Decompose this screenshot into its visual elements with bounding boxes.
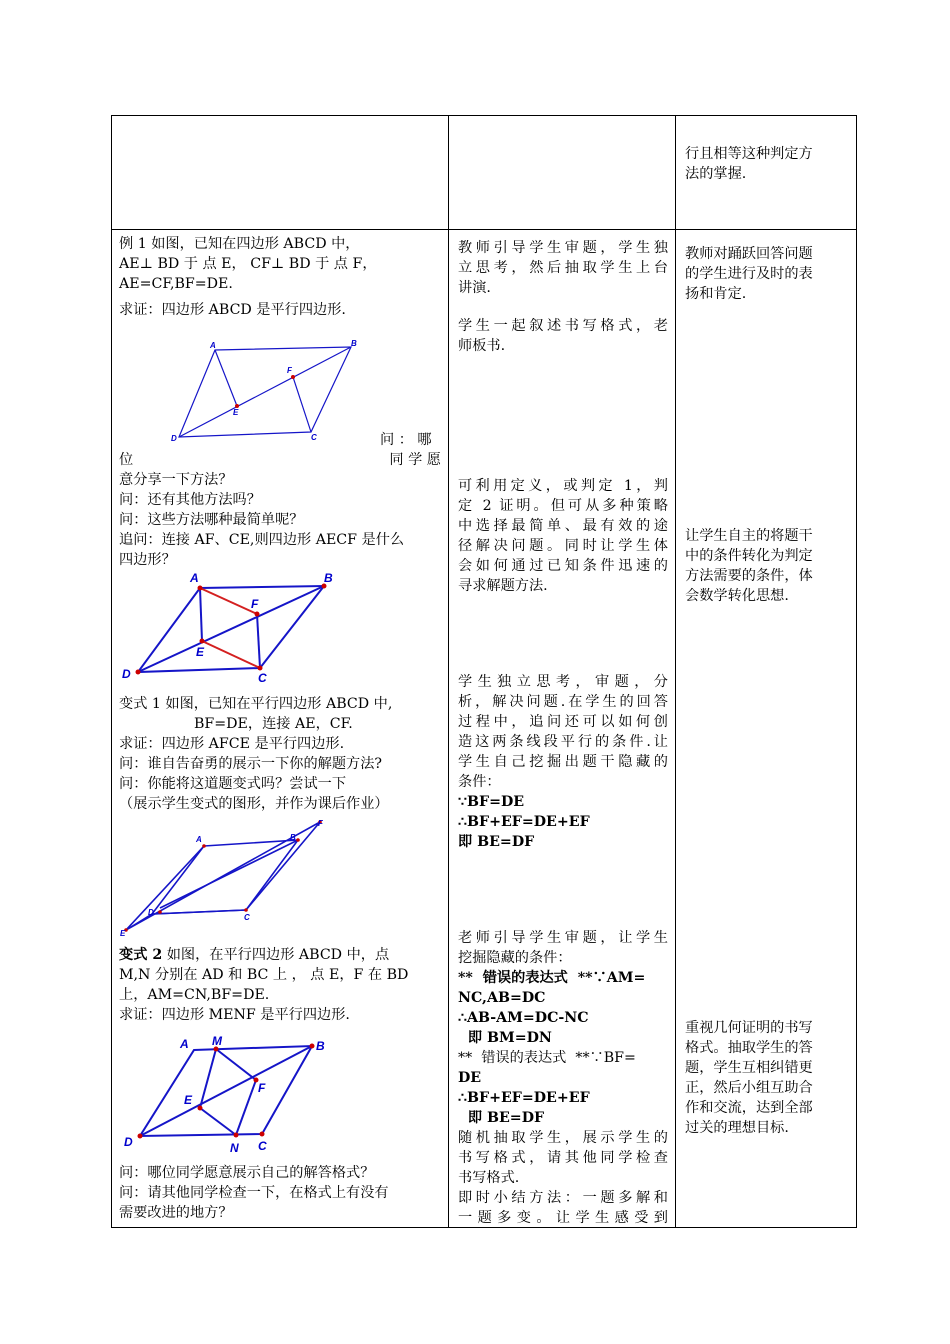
- col2-block-2: [458, 316, 668, 356]
- text-line: 老师引导学生审题，让学生: [458, 930, 668, 946]
- question-line: （展示学生变式的图形，并作为课后作业）: [119, 796, 389, 812]
- figure4-label-b: B: [316, 1039, 325, 1053]
- variant1-line: BF=DE，连接 AE，CF.: [194, 716, 353, 732]
- figure3-point-d: [158, 910, 162, 914]
- figure4-label-a: A: [180, 1037, 189, 1051]
- variant2-title: [119, 945, 441, 965]
- figure3-point-a: [202, 844, 206, 848]
- proof-line: ∵BF=DE: [458, 794, 525, 810]
- figure3-label-e: E: [120, 929, 126, 938]
- figure-4-parallelogram: [118, 1030, 338, 1156]
- column-divider-1: [448, 115, 449, 1228]
- text-line: 教师引导学生审题，学生独: [458, 240, 668, 256]
- text-line: 造这两条线段平行的条件.让: [458, 734, 668, 750]
- figure4-point-e: [198, 1106, 203, 1111]
- col2-block-3: [458, 476, 668, 596]
- figure4-segment-mf: [216, 1049, 256, 1080]
- question-part-right: [380, 430, 432, 450]
- example1-questions: [119, 450, 441, 570]
- proof-line: 即 BM=DN: [458, 1030, 552, 1046]
- figure2-segment-ec: [202, 641, 260, 668]
- text-line: 可利用定义，或判定 1，判: [458, 478, 668, 494]
- proof-line: ** 错误的表达式 **∵BF=: [458, 1050, 636, 1066]
- text-line: 过程中，追问还可以如何创: [458, 714, 668, 730]
- text-line: 析，解决问题.在学生的回答: [458, 694, 668, 710]
- text-line: 条件：: [458, 774, 501, 790]
- text-line: 会数学转化思想.: [685, 588, 789, 604]
- text-line: 挖掘隐藏的条件：: [458, 950, 572, 966]
- example1-text: [119, 234, 441, 320]
- question-split-line: [119, 450, 441, 470]
- question-line: 四边形？: [119, 552, 176, 568]
- text-line: 讲演.: [458, 280, 491, 296]
- figure2-label-d: D: [122, 667, 131, 681]
- text-line: 的学生进行及时的表: [685, 266, 813, 282]
- text-line: 法的掌握.: [685, 166, 747, 182]
- figure3-label-a: A: [196, 835, 202, 844]
- question-line: 需要改进的地方？: [119, 1205, 233, 1221]
- proof-line: 即 BE=DF: [458, 834, 535, 850]
- figure3-point-c: [244, 908, 248, 912]
- text-line: 题，学生互相纠错更: [685, 1060, 813, 1076]
- figure2-point-e: [200, 639, 205, 644]
- figure2-segment-af: [200, 588, 257, 614]
- figure1-segment-ae: [215, 350, 237, 406]
- figure4-label-e: E: [184, 1093, 193, 1107]
- text-line: 定 2 证明。但可从多种策略: [458, 498, 668, 514]
- text-line: 方法需要的条件，体: [685, 568, 813, 584]
- figure2-point-f: [255, 612, 260, 617]
- text-line: 书写格式.: [458, 1170, 520, 1186]
- figure-2-parallelogram: [118, 568, 348, 686]
- variant1-title: 变式 1 如图，已知在平行四边形 ABCD 中,: [119, 696, 393, 712]
- table-border-right: [856, 115, 857, 1228]
- example1-line: AE=CF,BF=DE.: [119, 276, 233, 292]
- variant1-text: [119, 694, 441, 814]
- figure-1-parallelogram: [165, 336, 365, 448]
- figure1-segment-cf: [293, 377, 311, 432]
- row-divider: [111, 229, 857, 230]
- text-line: 学生独立思考，审题，分: [458, 674, 668, 690]
- text-line: 一题多变。让学生感受到: [458, 1210, 668, 1226]
- figure4-point-n: [234, 1133, 239, 1138]
- figure3-label-b: B: [290, 833, 296, 842]
- text-line: 径解决问题。同时让学生体: [458, 538, 668, 554]
- example1-line: AE⊥ BD 于 点 E， CF⊥ BD 于 点 F，: [119, 256, 377, 272]
- variant1-prove: 求证：四边形 AFCE 是平行四边形.: [119, 736, 345, 752]
- figure4-segment-me: [200, 1049, 216, 1108]
- text-line: 问 ： 哪: [380, 432, 432, 448]
- example1-title: 例 1 如图，已知在四边形 ABCD 中，: [119, 236, 360, 252]
- text-line: 立思考，然后抽取学生上台: [458, 260, 668, 276]
- text-line: 作和交流，达到全部: [685, 1100, 813, 1116]
- variant2-prove: 求证：四边形 MENF 是平行四边形.: [119, 1007, 350, 1023]
- col3-block-2: [685, 526, 845, 606]
- figure-3-parallelogram: [116, 816, 336, 938]
- col2-block-4: [458, 672, 668, 852]
- figure2-label-e: E: [196, 645, 205, 659]
- figure1-diagonal: [179, 347, 351, 437]
- figure2-label-b: B: [324, 571, 333, 585]
- figure4-segment-en: [200, 1108, 236, 1135]
- question-line: 问：还有其他方法吗？: [119, 492, 261, 508]
- variant2-questions: [119, 1163, 441, 1223]
- proof-line: 即 BE=DF: [458, 1110, 545, 1126]
- column-divider-2: [675, 115, 676, 1228]
- figure1-label-b: B: [351, 339, 357, 348]
- col2-block-5: [458, 928, 668, 1228]
- figure3-segment-ae: [126, 846, 204, 930]
- figure3-label-c: C: [244, 913, 250, 922]
- figure3-point-b: [296, 838, 300, 842]
- figure4-label-f: F: [258, 1081, 266, 1095]
- figure4-label-n: N: [230, 1141, 239, 1155]
- table-border-top: [111, 115, 857, 116]
- figure1-label-e: E: [233, 408, 239, 417]
- text-line: 过关的理想目标.: [685, 1120, 789, 1136]
- figure4-point-c: [260, 1132, 265, 1137]
- question-line: 问：你能将这道题变式吗？尝试一下: [119, 776, 347, 792]
- table-border-left: [111, 115, 112, 1228]
- question-line: 追问：连接 AF、CE,则四边形 AECF 是什么: [119, 532, 405, 548]
- variant2-line: 上，AM=CN,BF=DE.: [119, 987, 270, 1003]
- col2-block-1: [458, 238, 668, 298]
- text-line: 让学生自主的将题干: [685, 528, 813, 544]
- figure3-label-d: D: [148, 908, 154, 917]
- figure3-label-f: F: [318, 819, 323, 828]
- text-fragment: 同 学 愿: [389, 452, 441, 468]
- figure2-point-a: [198, 586, 203, 591]
- text-line: 正，然后小组互助合: [685, 1080, 813, 1096]
- text-line: 扬和肯定.: [685, 286, 747, 302]
- proof-line: NC,AB=DC: [458, 990, 546, 1006]
- figure1-label-a: A: [210, 341, 216, 350]
- figure2-diagonal: [138, 586, 324, 672]
- col3-block-1: [685, 244, 845, 304]
- text-line: 即时小结方法：一题多解和: [458, 1190, 668, 1206]
- question-line: 问：谁自告奋勇的展示一下你的解题方法?: [119, 756, 382, 772]
- figure1-point-f: [291, 375, 295, 379]
- figure2-label-f: F: [251, 597, 259, 611]
- question-line: 问：哪位同学愿意展示自己的解答格式？: [119, 1165, 375, 1181]
- text-line: 行且相等这种判定方: [685, 146, 813, 162]
- proof-line: ∴AB-AM=DC-NC: [458, 1010, 589, 1026]
- question-line: 问：这些方法哪种最简单呢？: [119, 512, 304, 528]
- row1-col3-text: [685, 144, 850, 184]
- proof-line: ∴BF+EF=DE+EF: [458, 1090, 590, 1106]
- text-line: 中的条件转化为判定: [685, 548, 813, 564]
- figure4-segment-fn: [236, 1080, 256, 1135]
- example1-prove: 求证：四边形 ABCD 是平行四边形.: [119, 302, 346, 318]
- text-line: 寻求解题方法.: [458, 578, 548, 594]
- figure4-label-m: M: [212, 1034, 222, 1048]
- figure2-segment-cf: [257, 614, 260, 668]
- text-line: 中选择最简单、最有效的途: [458, 518, 668, 534]
- text-line: 随机抽取学生，展示学生的: [458, 1130, 668, 1146]
- text-line: 学生自己挖掘出题干隐藏的: [458, 754, 668, 770]
- proof-line: ∴BF+EF=DE+EF: [458, 814, 590, 830]
- figure2-label-a: A: [190, 571, 199, 585]
- variant2-text: [119, 945, 441, 1025]
- col3-block-3: [685, 1018, 845, 1138]
- text-line: 书写格式，请其他同学检查: [458, 1150, 668, 1166]
- figure1-label-c: C: [311, 433, 317, 442]
- figure4-label-d: D: [124, 1135, 133, 1149]
- text-line: 教师对踊跃回答问题: [685, 246, 813, 262]
- text-fragment: 位: [119, 452, 134, 468]
- figure4-point-d: [138, 1134, 143, 1139]
- figure4-point-b: [310, 1044, 315, 1049]
- text-line: 格式。抽取学生的答: [685, 1040, 813, 1056]
- figure2-segment-ae: [200, 588, 202, 641]
- variant2-label: 变式 2: [119, 947, 163, 963]
- text-line: 师板书.: [458, 338, 506, 354]
- question-line: 意分享一下方法？: [119, 472, 233, 488]
- figure4-label-c: C: [258, 1139, 267, 1153]
- figure2-point-c: [258, 666, 263, 671]
- variant2-line: M,N 分别在 AD 和 BC 上 ， 点 E，F 在 BD: [119, 967, 409, 983]
- text-line: 学生一起叙述书写格式，老: [458, 318, 668, 334]
- figure2-label-c: C: [258, 671, 267, 685]
- text-line: 重视几何证明的书写: [685, 1020, 813, 1036]
- text-fragment: 如图，在平行四边形 ABCD 中，点: [162, 947, 390, 963]
- proof-line: DE: [458, 1070, 482, 1086]
- figure1-label-f: F: [287, 366, 292, 375]
- figure2-point-d: [136, 670, 141, 675]
- figure1-label-d: D: [171, 434, 177, 443]
- text-line: 会如何通过已知条件迅速的: [458, 558, 668, 574]
- question-line: 问：请其他同学检查一下，在格式上有没有: [119, 1185, 389, 1201]
- proof-line: ** 错误的表达式 **∵AM=: [458, 970, 646, 986]
